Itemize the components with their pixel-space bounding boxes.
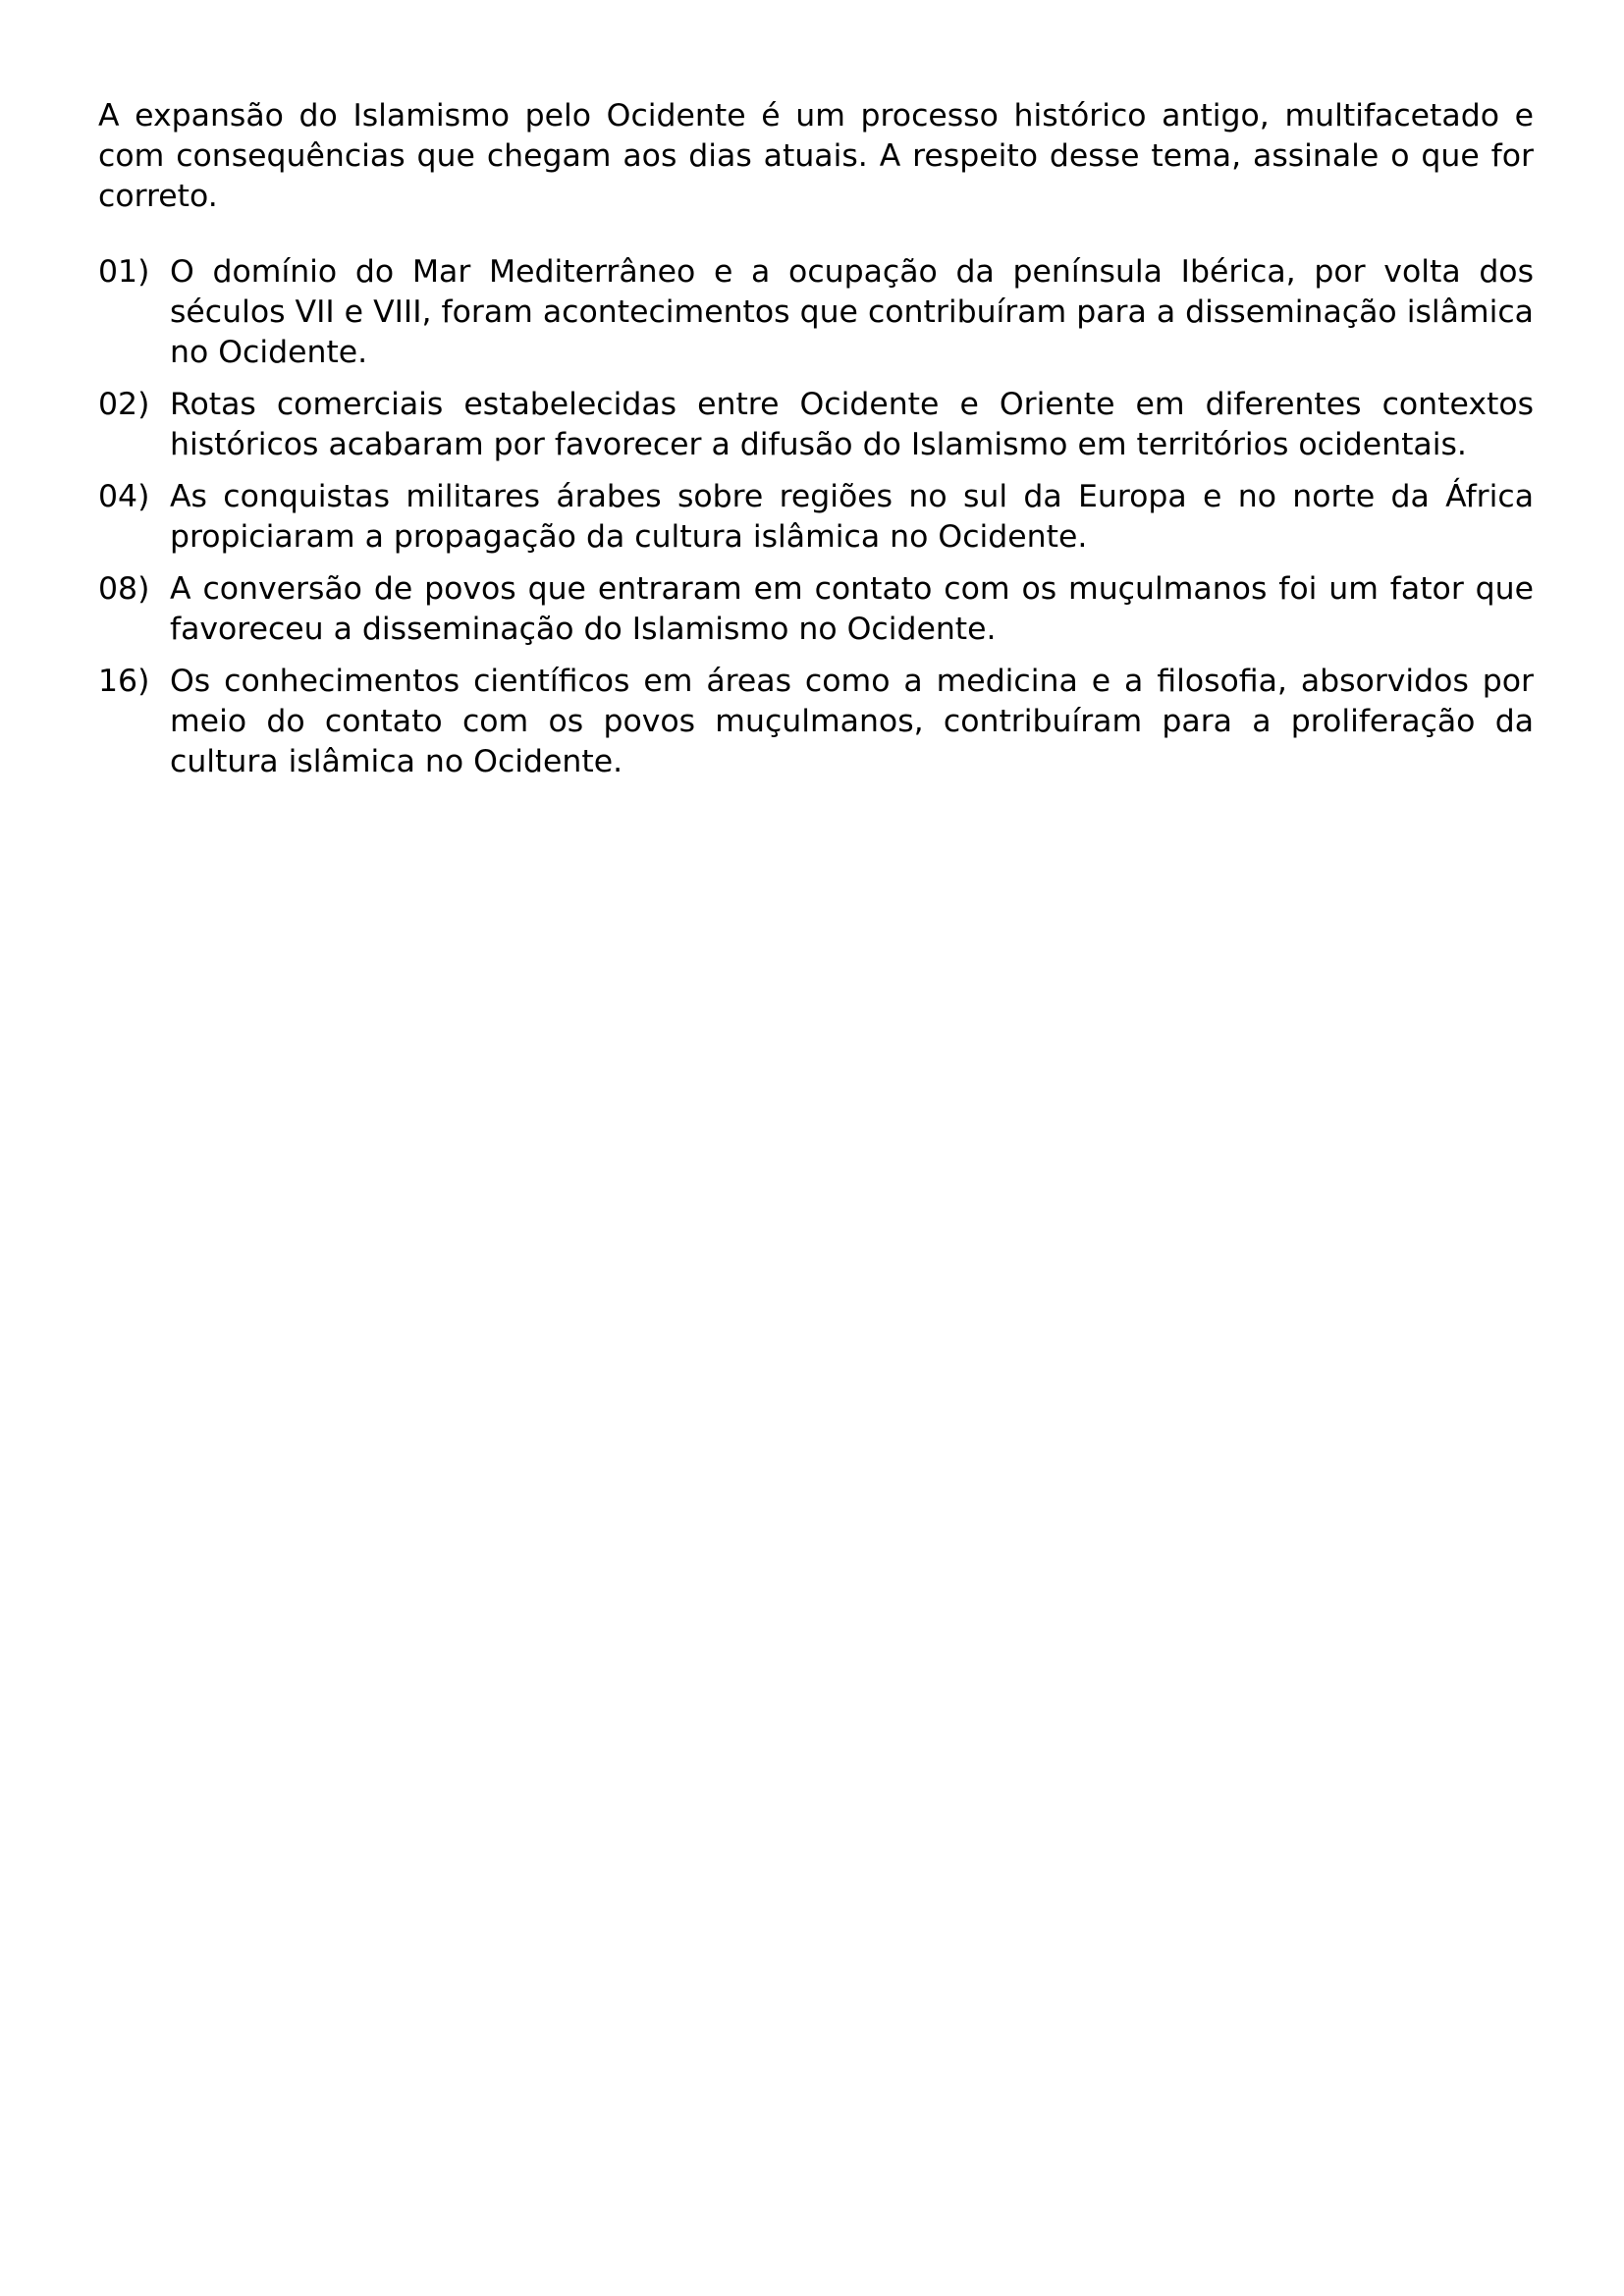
option-text: Rotas comerciais estabelecidas entre Ocidente e Oriente em diferentes contextos históricos acabaram por favorecer a difusão do Islamismo em territórios ocidentais. <box>170 387 1534 462</box>
option-text: As conquistas militares árabes sobre regiões no sul da Europa e no norte da África propiciaram a propagação da cultura islâmica no Ocidente. <box>170 479 1534 555</box>
option-number: 01) <box>98 254 150 290</box>
option-01 <box>98 252 1534 373</box>
question-stem: A expansão do Islamismo pelo Ocidente é um processo histórico antigo, multifacetado e com consequências que chegam aos dias atuais. A respeito desse tema, assinale o que for correto. <box>98 98 1534 214</box>
option-16 <box>98 662 1534 782</box>
document-page <box>98 96 1534 794</box>
option-text: O domínio do Mar Mediterrâneo e a ocupação da península Ibérica, por volta dos séculos VII e VIII, foram acontecimentos que contribuíram para a disseminação islâmica no Ocidente. <box>170 254 1534 370</box>
option-08 <box>98 569 1534 650</box>
option-04 <box>98 477 1534 558</box>
option-number: 16) <box>98 664 150 699</box>
option-number: 08) <box>98 571 150 607</box>
option-02 <box>98 385 1534 465</box>
answer-options-list <box>98 252 1534 782</box>
option-text: A conversão de povos que entraram em contato com os muçulmanos foi um fator que favoreceu a disseminação do Islamismo no Ocidente. <box>170 571 1534 647</box>
option-number: 02) <box>98 387 150 422</box>
option-number: 04) <box>98 479 150 514</box>
option-text: Os conhecimentos científicos em áreas como a medicina e a filosofia, absorvidos por meio do contato com os povos muçulmanos, contribuíram para a proliferação da cultura islâmica no Ocidente. <box>170 664 1534 779</box>
